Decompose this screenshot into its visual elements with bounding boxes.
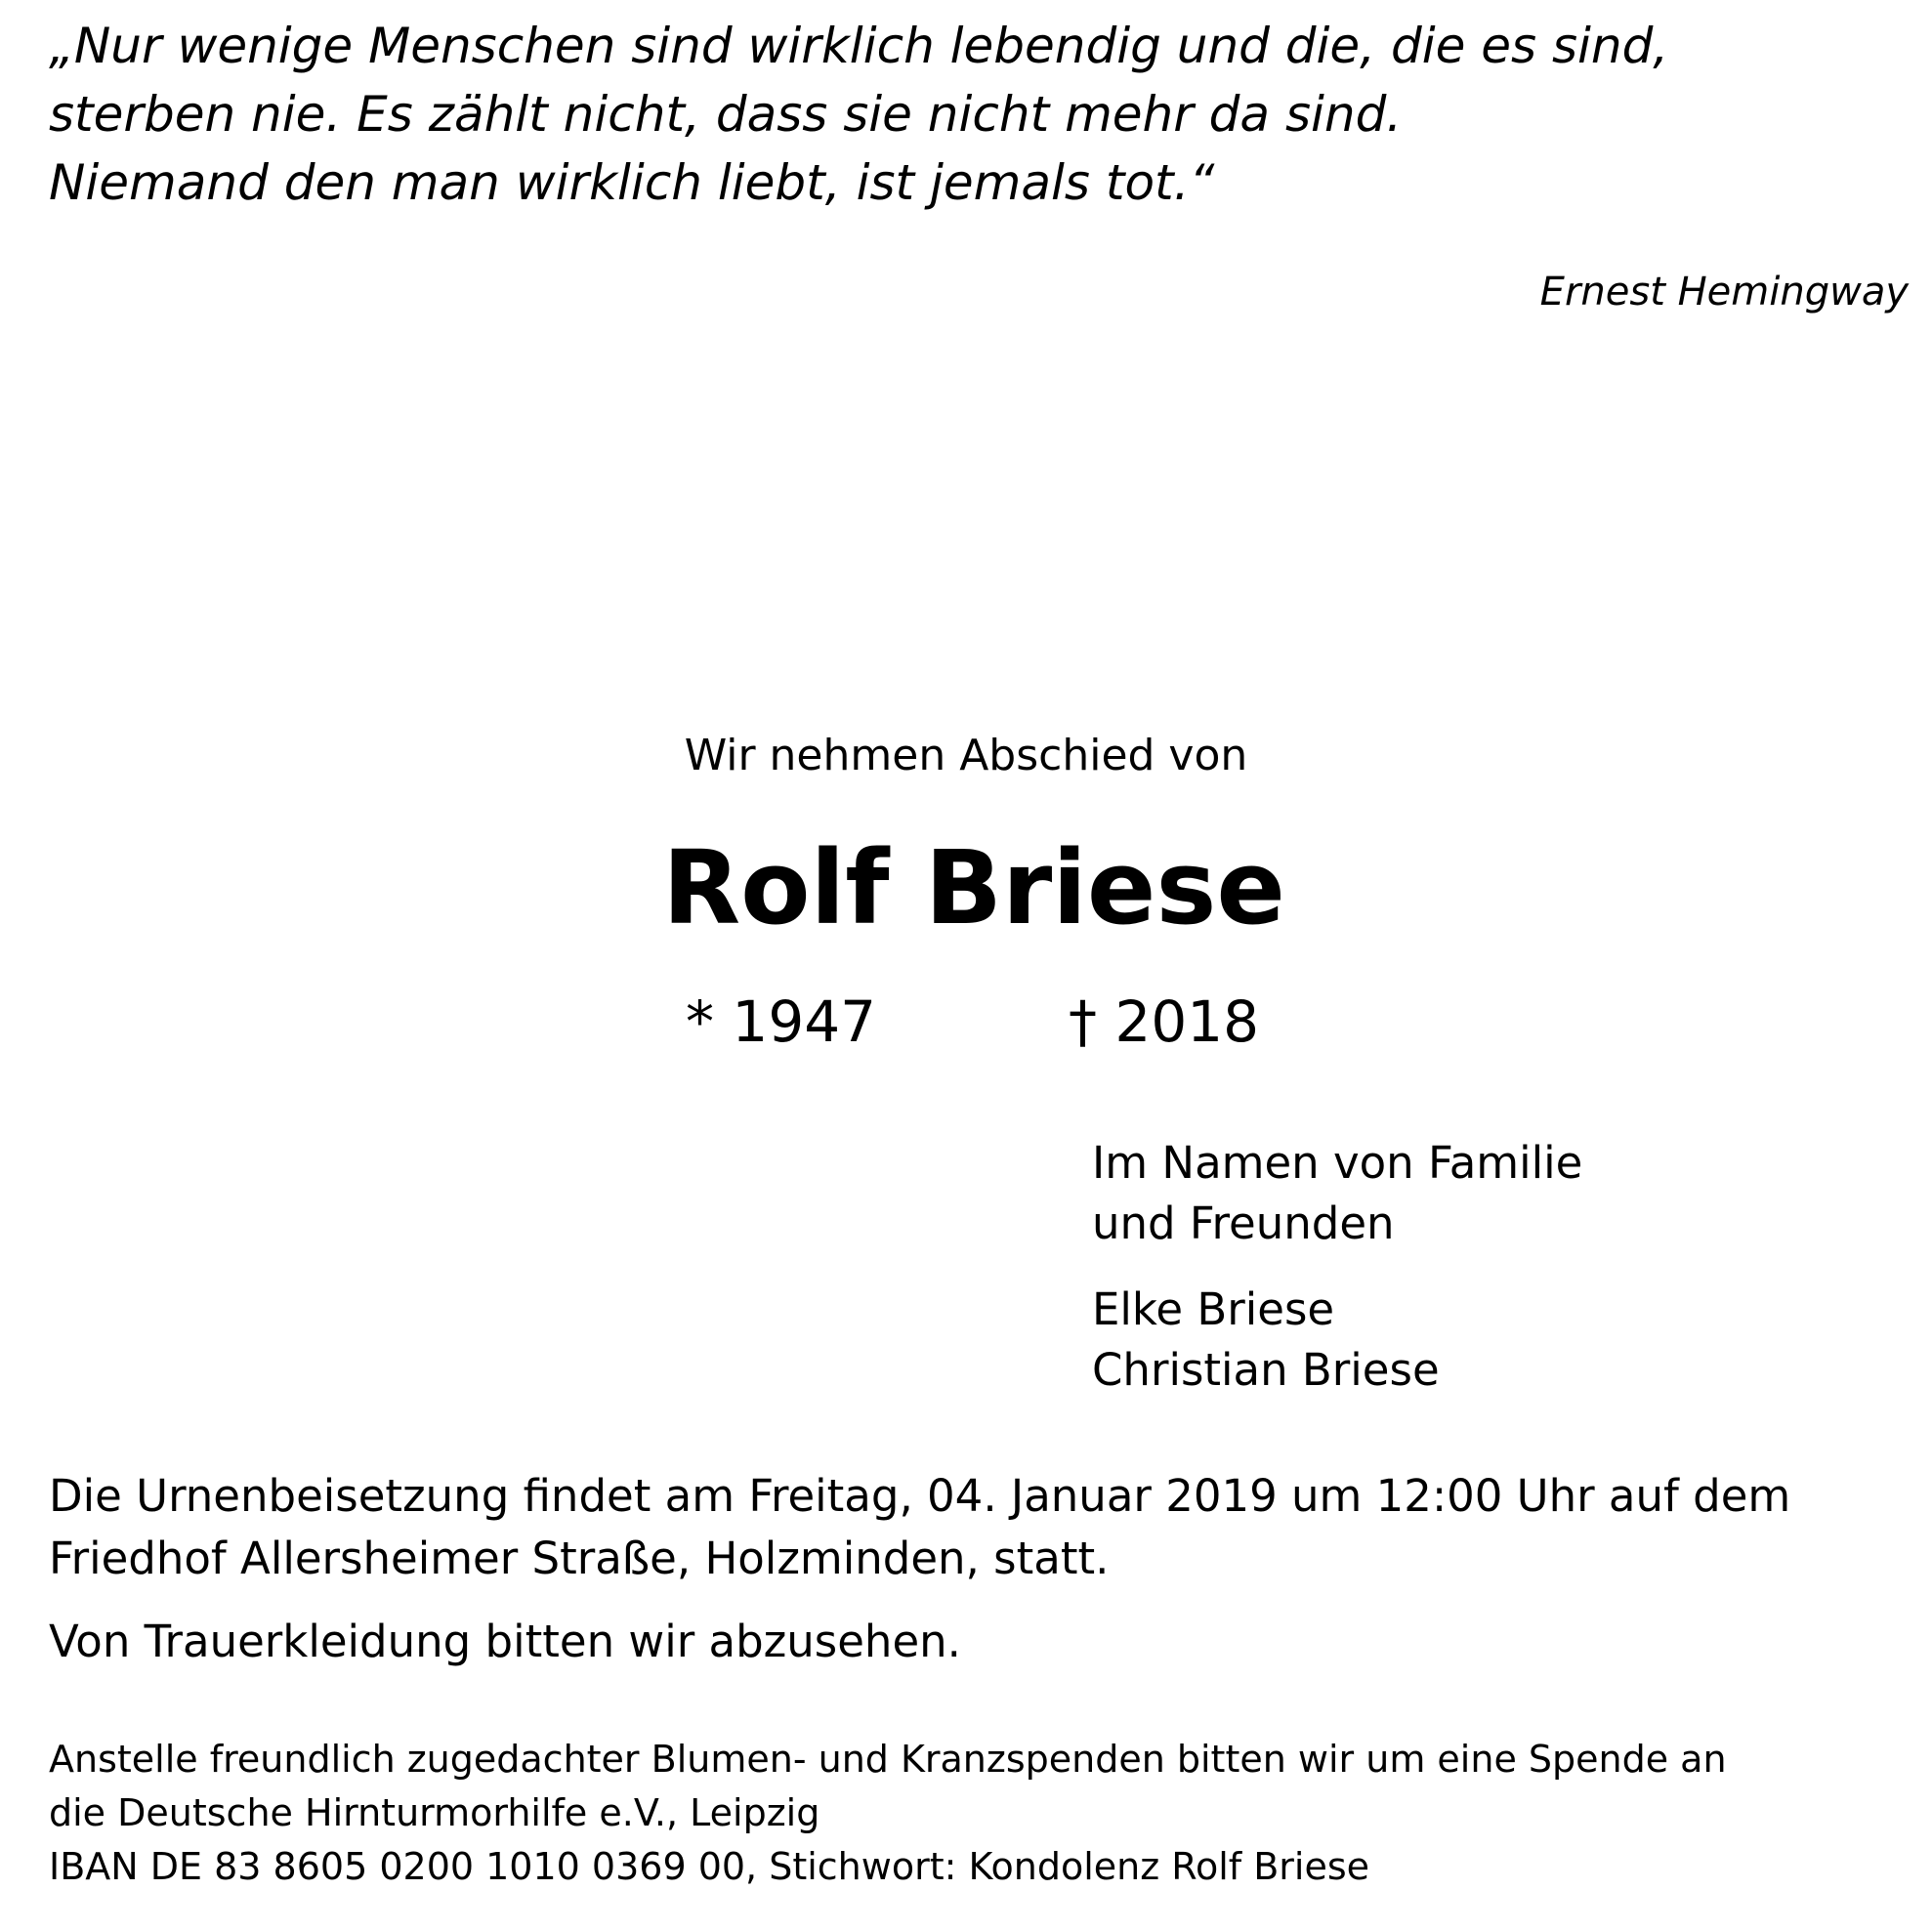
burial-notice <box>49 1465 1790 1590</box>
quote-block <box>49 12 1668 217</box>
donation-notice <box>49 1733 1727 1894</box>
signer-name: Elke Briese <box>1092 1283 1335 1335</box>
quote-line: sterben nie. Es zählt nicht, dass sie nicht mehr da sind. <box>49 86 1403 143</box>
donation-line: die Deutsche Hirnturmorhilfe e.V., Leipzig <box>49 1791 820 1834</box>
donation-iban-line: IBAN DE 83 8605 0200 1010 0369 00, Stichwort: Kondolenz Rolf Briese <box>49 1845 1370 1888</box>
signer-name: Christian Briese <box>1092 1344 1440 1396</box>
farewell-heading: Wir nehmen Abschied von <box>684 731 1248 780</box>
quote-line: Niemand den man wirklich liebt, ist jemals tot.“ <box>49 154 1215 211</box>
spacer <box>1092 1254 1582 1280</box>
clothing-note: Von Trauerkleidung bitten wir abzusehen. <box>49 1616 961 1667</box>
signers-block <box>1092 1133 1582 1401</box>
birth-year: * 1947 <box>686 988 877 1055</box>
quote-line: „Nur wenige Menschen sind wirklich lebendig und die, die es sind, <box>49 18 1669 74</box>
farewell-heading-row <box>0 731 1932 780</box>
signers-intro-line: und Freunden <box>1092 1197 1395 1249</box>
deceased-name: Rolf Briese <box>662 828 1285 947</box>
signers-intro-line: Im Namen von Familie <box>1092 1137 1583 1189</box>
burial-line: Die Urnenbeisetzung findet am Freitag, 04. Januar 2019 um 12:00 Uhr auf dem <box>49 1470 1791 1522</box>
quote-author: Ernest Hemingway <box>1539 270 1909 315</box>
death-year: † 2018 <box>1069 988 1260 1055</box>
donation-line: Anstelle freundlich zugedachter Blumen- und Kranzspenden bitten wir um eine Spende an <box>49 1738 1727 1781</box>
burial-line: Friedhof Allersheimer Straße, Holzminden, statt. <box>49 1533 1110 1584</box>
